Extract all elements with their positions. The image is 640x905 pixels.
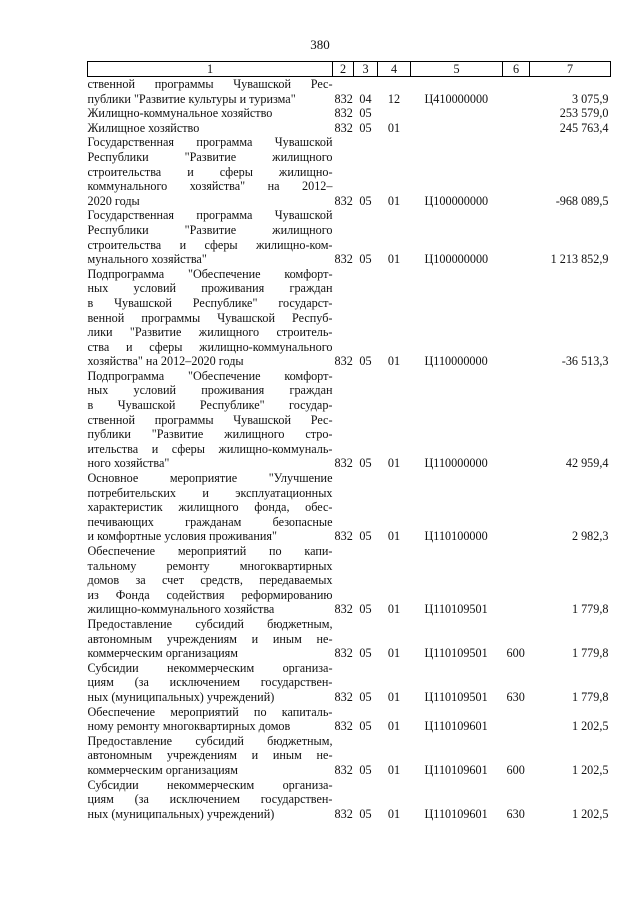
section-code: 05 [359, 806, 372, 821]
description-line: Подпрограмма "Обеспечение комфорт- [87, 266, 333, 281]
section-code: 05 [359, 719, 372, 734]
description-line: в Чувашской Республике" государст- [87, 295, 333, 310]
subsection-code: 01 [387, 806, 401, 821]
subsection-code: 12 [387, 91, 401, 106]
description-line: печивающих гражданам безопасные [87, 514, 333, 529]
expense-type-code [503, 369, 530, 471]
row-description [88, 208, 333, 266]
grbs-code: 832 [334, 456, 353, 471]
amount: -968 089,5 [555, 193, 609, 208]
column-header-amount: 7 [530, 62, 611, 77]
description-line: тальному ремонту многоквартирных [87, 558, 333, 573]
subsection-code: 01 [387, 602, 401, 617]
description-line: ных (муниципальных) учреждений) [87, 689, 275, 704]
row-description [88, 544, 333, 617]
section-code: 05 [359, 193, 372, 208]
amount: 245 763,4 [559, 120, 609, 135]
subsection-code: 01 [387, 252, 401, 267]
target-article-code: Ц110000000 [424, 456, 488, 471]
row-description [88, 471, 333, 544]
subsection-code: 01 [387, 193, 401, 208]
description-line: Предоставление субсидий бюджетным, [87, 616, 333, 631]
grbs-code: 832 [334, 120, 353, 135]
row-description [88, 661, 333, 705]
column-header-section: 3 [354, 62, 378, 77]
target-article-code: Ц110109601 [424, 806, 488, 821]
amount: 1 202,5 [571, 719, 609, 734]
table-header-row [88, 62, 611, 77]
description-line: лики "Развитие жилищного строитель- [87, 325, 333, 340]
row-description [88, 77, 333, 107]
table-row [88, 734, 611, 778]
section-code: 05 [359, 252, 372, 267]
description-line: Жилищно-коммунальное хозяйство [87, 106, 273, 121]
target-article-code: Ц100000000 [424, 252, 489, 267]
target-article-code: Ц110109601 [424, 762, 488, 777]
description-line: строительства и сферы жилищно- [87, 164, 333, 179]
section-code: 05 [359, 106, 372, 121]
description-line: ственной программы Чувашской Рес- [87, 77, 333, 91]
grbs-code: 832 [334, 106, 353, 121]
description-line: автономным учреждениям и иным не- [87, 631, 333, 646]
table-row [88, 77, 611, 107]
section-code: 05 [359, 646, 372, 661]
grbs-code: 832 [334, 762, 353, 777]
table-row [88, 106, 611, 121]
subsection-code: 01 [387, 762, 401, 777]
description-line: коммунального хозяйства" на 2012– [87, 179, 333, 194]
page-number: 380 [310, 37, 330, 52]
section-code: 05 [359, 456, 372, 471]
amount: 1 202,5 [571, 762, 609, 777]
description-line: автономным учреждениям и иным не- [87, 748, 333, 763]
column-header-name: 1 [88, 62, 333, 77]
table-row [88, 705, 611, 734]
column-header-target-article: 5 [411, 62, 503, 77]
table-row [88, 661, 611, 705]
table-row [88, 135, 611, 208]
row-description [88, 705, 333, 734]
expense-type-code [503, 544, 530, 617]
amount: 1 202,5 [571, 806, 609, 821]
amount: 253 579,0 [559, 106, 609, 121]
grbs-code: 832 [334, 689, 353, 704]
subsection-code: 01 [387, 719, 401, 734]
description-line: строительства и сферы жилищно-ком- [87, 237, 333, 252]
amount: 1 779,8 [571, 646, 609, 661]
target-article-code: Ц110109601 [424, 719, 488, 734]
table-row [88, 369, 611, 471]
column-header-grbs: 2 [333, 62, 354, 77]
description-line: Основное мероприятие "Улучшение [87, 471, 333, 486]
description-line: циям (за исключением государствен- [87, 675, 333, 690]
expense-type-code: 600 [506, 646, 525, 661]
grbs-code: 832 [334, 91, 353, 106]
target-article-code: Ц110100000 [424, 529, 488, 544]
expense-type-code [503, 106, 530, 121]
table-row [88, 471, 611, 544]
row-description [88, 106, 333, 121]
description-line: ственной программы Чувашской Рес- [87, 412, 333, 427]
description-line: публики "Развитие культуры и туризма" [87, 91, 296, 106]
description-line: коммерческим организациям [87, 762, 238, 777]
description-line: домов за счет средств, передаваемых [87, 573, 333, 588]
description-line: мунального хозяйства" [87, 252, 207, 267]
row-description [88, 734, 333, 778]
description-line: и комфортные условия проживания" [87, 529, 277, 544]
amount: 42 959,4 [565, 456, 609, 471]
target-article-code [411, 121, 503, 136]
description-line: Обеспечение мероприятий по капиталь- [87, 704, 333, 719]
section-code: 05 [359, 762, 372, 777]
description-line: в Чувашской Республике" государ- [87, 398, 333, 413]
description-line: жилищно-коммунального хозяйства [87, 602, 275, 617]
grbs-code: 832 [334, 252, 353, 267]
table-row [88, 208, 611, 266]
expense-type-code [503, 471, 530, 544]
description-line: 2020 годы [87, 193, 140, 208]
expense-type-code: 600 [506, 762, 525, 777]
grbs-code: 832 [334, 529, 353, 544]
subsection-code: 01 [387, 120, 401, 135]
table-row [88, 544, 611, 617]
table-row [88, 778, 611, 822]
description-line: ных условий проживания граждан [87, 383, 333, 398]
subsection-code: 01 [387, 354, 401, 369]
budget-table [87, 61, 611, 821]
description-line: Государственная программа Чувашской [87, 208, 333, 223]
table-row [88, 267, 611, 369]
row-description [88, 267, 333, 369]
description-line: ства и сферы жилищно-коммунального [87, 339, 333, 354]
table-row [88, 617, 611, 661]
amount: 1 213 852,9 [550, 252, 609, 267]
expense-type-code [503, 705, 530, 734]
expense-type-code [503, 267, 530, 369]
row-description [88, 778, 333, 822]
column-header-expense-type: 6 [503, 62, 530, 77]
amount: 3 075,9 [571, 91, 609, 106]
description-line: Субсидии некоммерческим организа- [87, 777, 333, 792]
column-header-subsection: 4 [378, 62, 411, 77]
grbs-code: 832 [334, 193, 353, 208]
table-row [88, 121, 611, 136]
description-line: потребительских и эксплуатационных [87, 485, 333, 500]
description-line: Жилищное хозяйство [87, 120, 200, 135]
subsection-code [378, 106, 411, 121]
row-description [88, 617, 333, 661]
row-description [88, 369, 333, 471]
description-line: Республики "Развитие жилищного [87, 222, 333, 237]
description-line: Предоставление субсидий бюджетным, [87, 733, 333, 748]
description-line: Субсидии некоммерческим организа- [87, 660, 333, 675]
description-line: хозяйства" на 2012–2020 годы [87, 354, 244, 369]
grbs-code: 832 [334, 719, 353, 734]
grbs-code: 832 [334, 354, 353, 369]
target-article-code: Ц110000000 [424, 354, 488, 369]
row-description [88, 121, 333, 136]
description-line: публики "Развитие жилищного стро- [87, 427, 333, 442]
target-article-code: Ц110109501 [424, 602, 488, 617]
description-line: из Фонда содействия реформированию [87, 587, 333, 602]
description-line: венной программы Чувашской Респуб- [87, 310, 333, 325]
section-code: 05 [359, 602, 372, 617]
target-article-code [411, 106, 503, 121]
section-code: 05 [359, 689, 372, 704]
subsection-code: 01 [387, 529, 401, 544]
grbs-code: 832 [334, 646, 353, 661]
amount: 1 779,8 [571, 689, 609, 704]
expense-type-code: 630 [506, 806, 525, 821]
target-article-code: Ц110109501 [424, 689, 488, 704]
description-line: Подпрограмма "Обеспечение комфорт- [87, 368, 333, 383]
expense-type-code [503, 208, 530, 266]
description-line: циям (за исключением государствен- [87, 792, 333, 807]
target-article-code: Ц110109501 [424, 646, 488, 661]
description-line: ных (муниципальных) учреждений) [87, 806, 275, 821]
row-description [88, 135, 333, 208]
description-line: Обеспечение мероприятий по капи- [87, 544, 333, 558]
section-code: 05 [359, 120, 372, 135]
amount: -36 513,3 [561, 354, 609, 369]
expense-type-code [503, 121, 530, 136]
table-body [88, 77, 611, 822]
section-code: 05 [359, 529, 372, 544]
section-code: 04 [359, 91, 372, 106]
expense-type-code [503, 77, 530, 107]
section-code: 05 [359, 354, 372, 369]
grbs-code: 832 [334, 602, 353, 617]
expense-type-code [503, 135, 530, 208]
description-line: коммерческим организациям [87, 646, 238, 661]
description-line: ительства и сферы жилищно-коммуналь- [87, 441, 333, 456]
description-line: ному ремонту многоквартирных домов [87, 719, 291, 734]
expense-type-code: 630 [506, 689, 525, 704]
description-line: характеристик жилищного фонда, обес- [87, 500, 333, 515]
description-line: Государственная программа Чувашской [87, 135, 333, 150]
amount: 2 982,3 [571, 529, 609, 544]
subsection-code: 01 [387, 646, 401, 661]
subsection-code: 01 [387, 689, 401, 704]
target-article-code: Ц410000000 [424, 91, 489, 106]
target-article-code: Ц100000000 [424, 193, 489, 208]
description-line: Республики "Развитие жилищного [87, 149, 333, 164]
subsection-code: 01 [387, 456, 401, 471]
description-line: ных условий проживания граждан [87, 281, 333, 296]
description-line: ного хозяйства" [87, 456, 170, 471]
amount: 1 779,8 [571, 602, 609, 617]
grbs-code: 832 [334, 806, 353, 821]
